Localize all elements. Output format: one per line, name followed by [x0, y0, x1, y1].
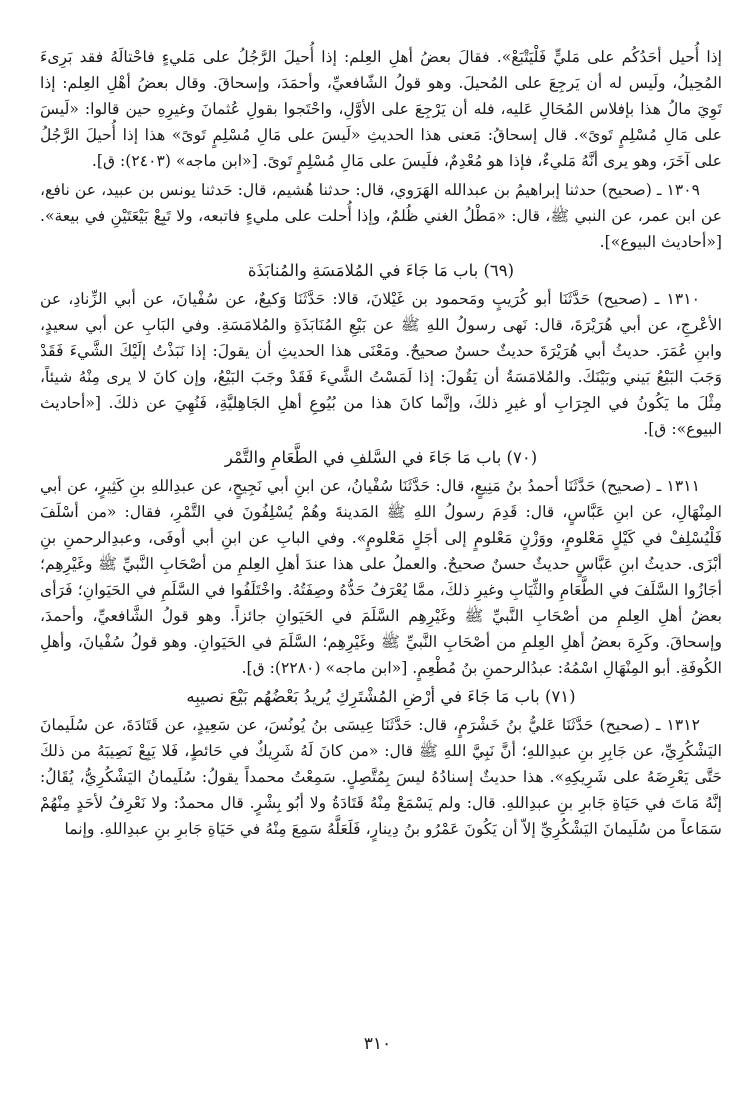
hadith-1311: ١٣١١ ـ (صحيح) حَدَّثَنَا أحمدُ بنُ مَنِيعٍ، قال: حَدَّثَنَا سُفْيانُ، عن ابنِ أبي نَجِيحٍ، عن عبدِاللهِ بنِ كَثِيرٍ، عن أبي المِنْهَالِ، عن ابنِ عَبَّاسٍ، قال: قَدِمَ رسولُ اللهِ ﷺ المَدينةَ وهُمْ يُسْلِفُونَ في التَّمْرِ، فقال: «من أسْلَفَ فَلْيُسْلِفْ في كَيْلٍ مَعْلومٍ، ووَزْنٍ مَعْلومٍ إلى أجَلٍ مَعْلومٍ». وفي البابِ عن ابنِ أبي أوفَى، وعبدِالرحمنِ بنِ أبْزَى. حديثُ ابنِ عَبَّاسٍ حديثٌ حسنٌ صحيحٌ. والعملُ على هذا عندَ أهلِ العِلمِ من أصْحَابِ النَّبيِّ ﷺ وغَيْرِهِم؛ أجَازُوا السَّلَفَ في الطَّعَامِ والثِّيَابِ وغيرِ ذلكَ، ممَّا يُعْرَفُ حَدُّهُ وصِفَتُهُ. واخْتَلَفُوا في السَّلَمِ في الحَيَوانِ؛ فَرَأى بعضُ أهلِ العِلمِ من أصْحَابِ النَّبيِّ ﷺ وغَيْرِهِم السَّلَمَ في الحَيَوانِ جائزاً. وهو قولُ الشَّافعيِّ، وأحمدَ، وإسحاقَ. وكَرِهَ بعضُ أهلِ العِلمِ من أصْحَابِ النَّبيِّ ﷺ وغَيْرِهِم؛ السَّلَمَ في الحَيَوانِ. وهو قولُ سُفْيانَ، وأهلِ الكُوفَةِ. أبو المِنْهَالِ اسْمُهُ: عبدُالرحمنِ بنُ مُطْعِمٍ. [«ابن ماجه» (٢٢٨٠): ق]. [40, 477, 722, 677]
hadith-1312: ١٣١٢ ـ (صحيح) حَدَّثَنَا عَليُّ بنُ خَشْرَمٍ، قال: حَدَّثَنَا عِيسَى بنُ يُونُسَ، عن سَعِيدٍ، عن قَتَادَةَ، عن سُلَيمانَ اليَشْكُرِيِّ، عن جَابِرِ بنِ عبدِاللهِ؛ أنَّ نَبِيَّ اللهِ ﷺ قال: «من كانَ لَهُ شَرِيكٌ في حَائطٍ، فَلا يَبِعْ نَصِيبَهُ من ذلكَ حَتَّى يَعْرِضَهُ على شَرِيكِهِ». هذا حديثٌ إسنادُهُ ليسَ بِمُتَّصِلٍ. سَمِعْتُ محمداً يقولُ: سُلَيمانُ اليَشْكُرِيُّ، يُقَالُ: إنَّهُ مَاتَ في حَيَاةِ جَابرِ بنِ عبدِاللهِ. قال: ولم يَسْمَعْ مِنْهُ قَتَادَةُ ولا أبُو بِشْرٍ. قال محمدٌ: ولا نَعْرِفُ لأحَدٍ مِنْهُمْ سَمَاعاً من سُلَيمانَ اليَشْكُرِيِّ إلاّ أن يَكُونَ عَمْرُو بنُ دِينارٍ، فَلَعَلَّهُ سَمِعَ مِنْهُ في حَيَاةِ جَابرِ بنِ عبدِاللهِ. وإنما [40, 716, 722, 838]
chapter-heading-70: (٧٠) باب مَا جَاءَ في السَّلفِ في الطَّعَامِ والتَّمْر [224, 448, 538, 467]
chapter-heading-71: (٧١) باب مَا جَاءَ في أرْضِ المُشْتَرِكِ يُريدُ بَعْضُهُم بَيْعَ نصيبِه [186, 687, 576, 706]
hadith-1310: ١٣١٠ ـ (صحيح) حَدَّثَنَا أبو كُرَيبٍ ومَحمود بن غَيْلانَ، قالا: حَدَّثَنَا وَكيعٌ، عن سُفْيانَ، عن أبي الزِّنادِ، عن الأعْرجِ، عن أبي هُرَيْرَةَ، قال: نَهى رسولُ اللهِ ﷺ عن بَيْعِ المُنَابَذَةِ والمُلامَسَةِ. وفي البَابِ عن أبي سعيدٍ، وابنِ عُمَرَ. حديثُ أبي هُرَيْرَةَ حديثٌ حسنٌ صحيحٌ. ومَعْنَى هذا الحديثِ أن يقولَ: إذا نَبَذْتُ إلَيْكَ الشَّيءَ فَقَدْ وَجَبَ البَيْعُ بَيني وبَيْنَكَ. والمُلامَسَةُ أن يَقُولَ: إذا لَمَسْتُ الشَّيءَ فَقَدْ وجَبَ البَيْعُ، وإن كانَ لا يرى مِنْهُ شيئاً، مِثْلَ ما يَكُونُ في الجِرَابِ أو غيرِ ذلكَ، وإنَّما كانَ هذا من بُيُوعِ أهلِ الجَاهِليَّةِ، فَنُهِيَ عن ذلكَ. [«أحاديث البيوع»: ق]. [40, 290, 723, 438]
paragraph-hawala-commentary: إذا أُحيل أحَدُكُم على مَليٍّ فَلْيَتْبَعْ». فقالَ بعضُ أهلِ العِلم: إذا أُحيلَ الرَّجُلُ على مَليءٍ فاحْتالَهُ فقد بَرِىءَ المُحِيلُ، ولَيس له أن يَرجِعَ على المُحيلَ. وهو قولُ الشّافعيِّ، وأحمَدَ، وإسحاقَ. وقال بعضُ أهْلِ العِلم: إذا تَوِيَ مالُ هذا بإفلاس المُحَالِ عَليه، فله أن يَرْجِعَ على الأوَّلِ، واحْتَجوا بقولِ عُثمانَ وغيرِهِ حين قالوا: «لَيسَ على مَالِ مُسْلِمٍ تَوىً». قال إسحاقُ: مَعنى هذا الحديثِ «لَيسَ على مَالِ مُسْلِمٍ تَوىً» هذا إذا أُحيلَ الرَّجُلُ على آخَرَ، وهو يرى أنَّهُ مَليءٌ، فإذا هو مُعْدِمٌ، فلَيسَ على مَالِ مُسْلِمٍ تَوىً. [«ابن ماجه» (٢٤٠٣): ق]. [40, 48, 722, 170]
document-page [40, 44, 722, 1044]
chapter-heading-69: (٦٩) باب مَا جَاءَ في المُلامَسَةِ والمُنابَذَة [247, 261, 515, 280]
page-number: ٣١٠ [363, 1034, 392, 1054]
hadith-1309: ١٣٠٩ ـ (صحيح) حدثنا إبراهيمُ بن عبدالله الهَرَوي، قال: حدثنا هُشيم، قال: حَدثنا يونس بن عبيد، عن نافع، عن ابن عمر، عن النبي ﷺ، قال: «مَطْلُ الغني ظُلمٌ، وإذا أُحلت على مليءٍ فاتبعه، ولا تَبِعْ بَيْعَتَيْنِ في بيعة». [«أحاديث البيوع»]. [40, 181, 722, 251]
